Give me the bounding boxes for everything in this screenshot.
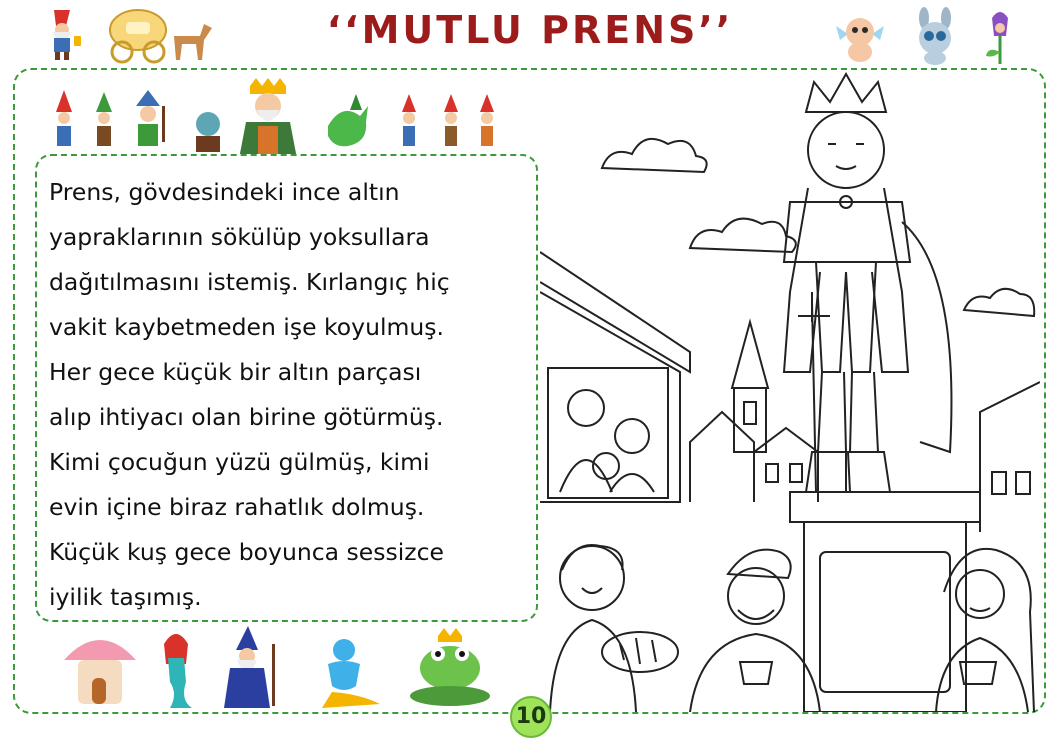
story-text-box bbox=[35, 154, 538, 622]
happy-prince-illustration bbox=[540, 72, 1040, 712]
cloud-icon bbox=[964, 289, 1034, 316]
old-man bbox=[690, 550, 820, 712]
cloud-icon bbox=[602, 139, 707, 172]
background-houses bbox=[690, 382, 1040, 532]
statue-pedestal bbox=[790, 492, 980, 712]
mushroom-house-icon bbox=[64, 640, 136, 704]
character-row bbox=[50, 76, 510, 166]
frog-prince-icon bbox=[410, 628, 490, 706]
cloud-icon bbox=[690, 219, 796, 252]
boy-with-bread bbox=[550, 545, 678, 712]
prince-statue bbox=[784, 74, 951, 492]
carriage-icon bbox=[104, 6, 216, 66]
king-icon bbox=[238, 78, 298, 164]
page-number-badge: 10 bbox=[510, 696, 552, 738]
baby-dragon-icon bbox=[830, 6, 890, 66]
wizard-icon bbox=[224, 626, 275, 708]
dwarf-axe-icon bbox=[136, 90, 165, 146]
gnome-lantern-icon bbox=[40, 6, 86, 62]
gnome-icon bbox=[402, 94, 416, 146]
family-in-window bbox=[560, 390, 654, 492]
gnome-icon bbox=[96, 92, 112, 146]
gnome-icon bbox=[444, 94, 458, 146]
left-house bbox=[540, 252, 690, 502]
troll-icon bbox=[196, 112, 220, 152]
flower-fairy-icon bbox=[980, 6, 1020, 66]
page-title: ‘‘MUTLU PRENS’’ bbox=[326, 8, 734, 52]
green-dragon-icon bbox=[328, 94, 368, 146]
mermaid-icon bbox=[164, 634, 192, 708]
church-tower bbox=[732, 322, 768, 452]
gnome-icon bbox=[480, 94, 494, 146]
bottom-character-row bbox=[60, 624, 510, 712]
story-paragraph: Prens, gövdesindeki ince altın yapraklarının sökülüp yoksullara dağıtılmasını istemiş. Kırlangıç hiç vakit kaybetmeden işe koyulmuş. Her gece küçük bir altın parçası alıp ihtiyacı olan birine götürmüş. Kimi çocuğun yüzü gülmüş, kimi evin içine biraz rahatlık dolmuş. Küçük kuş gece boyunca sessizce iyilik taşımış. bbox=[49, 178, 450, 611]
genie-icon bbox=[322, 639, 380, 708]
owl-bunny-icon bbox=[910, 6, 960, 66]
crown-icon bbox=[806, 74, 886, 112]
gnome-icon bbox=[56, 90, 72, 146]
